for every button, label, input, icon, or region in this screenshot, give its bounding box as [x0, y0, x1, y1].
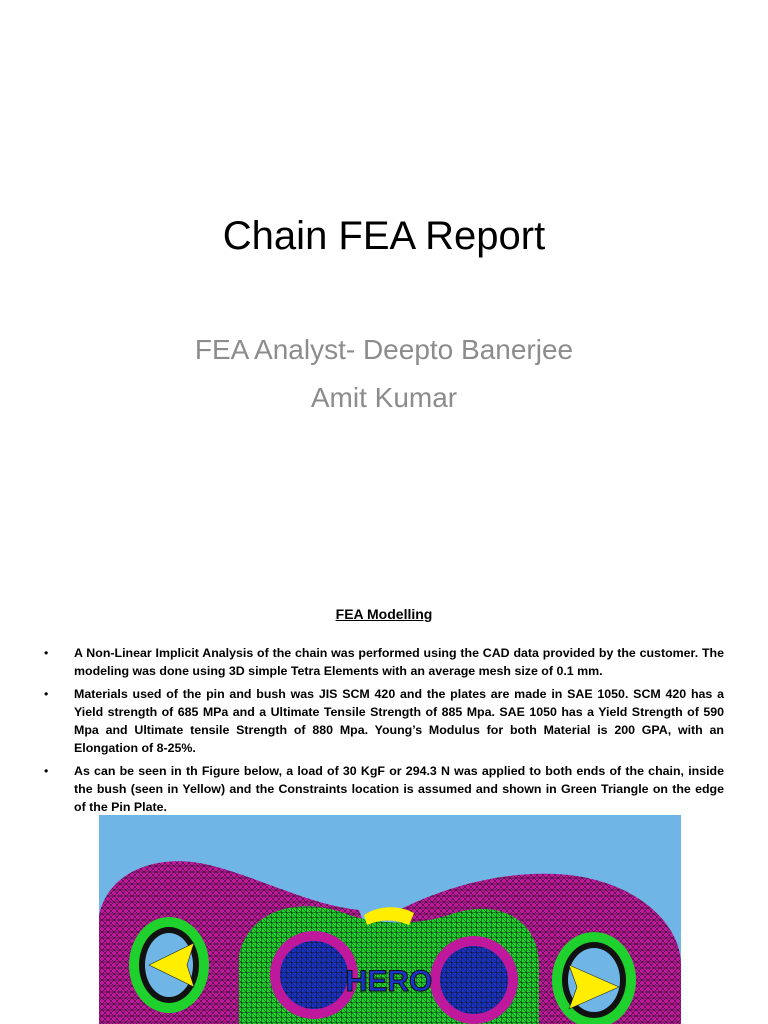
list-item	[40, 644, 724, 680]
bullet-text: A Non-Linear Implicit Analysis of the chain was performed using the CAD data provided by the customer. The modeling was done using 3D simple Tetra Elements with an average mesh size of 0.1 mm.	[74, 646, 724, 678]
pin-right	[430, 936, 518, 1024]
author-name: Amit Kumar	[310, 382, 458, 413]
fea-mesh-image	[99, 815, 681, 1024]
bullet-text: As can be seen in th Figure below, a load of 30 KgF or 294.3 N was applied to both ends of the chain, inside the bush (seen in Yellow) and the Constraints location is assumed and shown in Green Triangle on the edge of the Pin Plate.	[74, 764, 724, 814]
bullet-icon: •	[44, 646, 49, 660]
analyst-line: FEA Analyst- Deepto Banerjee	[194, 334, 574, 365]
bullet-icon: •	[44, 764, 49, 778]
bullet-icon: •	[44, 687, 49, 701]
embossed-logo-text: HERO	[345, 965, 433, 998]
fea-chain-figure	[99, 815, 681, 1024]
report-title: Chain FEA Report	[222, 214, 546, 258]
list-item	[40, 762, 724, 816]
section-heading: FEA Modelling	[335, 606, 433, 622]
bullet-text: Materials used of the pin and bush was JIS SCM 420 and the plates are made in SAE 1050. SCM 420 has a Yield strength of 685 MPa and a Ultimate Tensile Strength of 885 Mpa. SAE 1050 has a Yield Strength of 590 Mpa and Ultimate tensile Strength of 880 Mpa. Young’s Modulus for both Material is 200 GPA, with an Elongation of 8-25%.	[74, 687, 724, 755]
bullet-list	[40, 644, 724, 821]
list-item	[40, 685, 724, 757]
